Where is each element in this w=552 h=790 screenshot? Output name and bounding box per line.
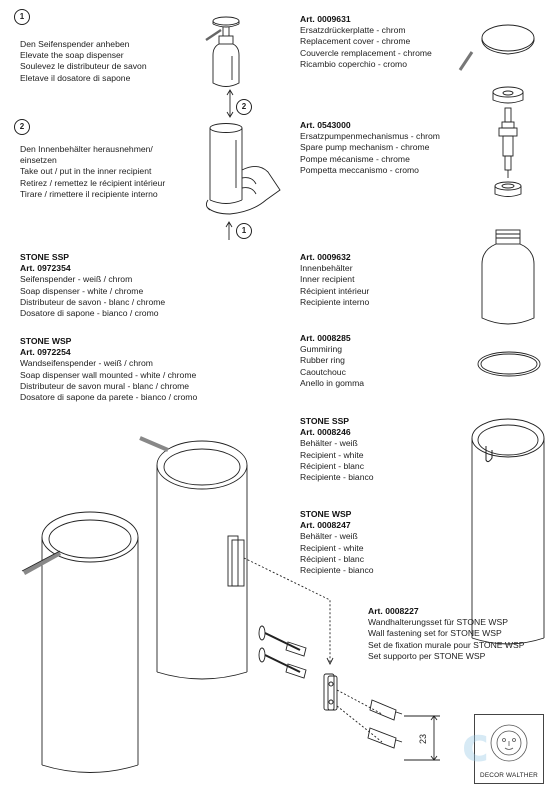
brand-name: DECOR WALTHER bbox=[480, 772, 538, 779]
dispenser-bottle-drawing bbox=[206, 17, 239, 87]
step-2-text: Den Innenbehälter herausnehmen/ einsetzen Take out / put in the inner recipient Retirez / remettez le récipient intérieur Tirare / rimettere il recipiente interno bbox=[20, 144, 166, 199]
dimension-value: 23 bbox=[418, 733, 428, 744]
step-1-text: Den Seifenspender anheben Elevate the soap dispenser Soulevez le distributeur de savon Eletave il dosatore di sapone bbox=[20, 39, 147, 83]
inner-recipient-in-hand-drawing bbox=[206, 124, 280, 215]
step-1-number: 1 bbox=[14, 9, 30, 25]
step-2-number: 2 bbox=[14, 119, 30, 135]
double-arrow bbox=[227, 90, 233, 117]
stone-wsp-title: STONE WSP bbox=[20, 336, 72, 346]
watermark-icon: c bbox=[462, 718, 490, 772]
cover-plate-drawing bbox=[460, 25, 534, 70]
stone-wsp-large-drawing bbox=[140, 438, 247, 679]
part-cover-block: Art. 0009631 Ersatzdrückerplatte - chrom Replacement cover - chrome Couvercle remplacement - chrome Ricambio coperchio - cromo bbox=[300, 14, 432, 69]
wall-set-block: Art. 0008227 Wandhalterungsset für STONE WSP Wall fastening set for STONE WSP Set de fixation murale pour STONE WSP Set supporto per STONE WSP bbox=[368, 606, 525, 661]
arrow-step-1-number: 1 bbox=[236, 223, 252, 239]
part-pump-block: Art. 0543000 Ersatzpumpenmechanismus - chrom Spare pump mechanism - chrome Pompe mécanisme - chrome Pompetta meccanismo - cromo bbox=[300, 120, 440, 175]
arrow-step-2-number: 2 bbox=[236, 99, 252, 115]
rubber-ring-drawing bbox=[478, 352, 540, 376]
container-wsp-block: STONE WSP Art. 0008247 Behälter - weiß Recipient - white Récipient - blanc Recipiente - bianco bbox=[300, 509, 374, 576]
stone-ssp-large-drawing bbox=[22, 512, 138, 773]
container-ssp-block: STONE SSP Art. 0008246 Behälter - weiß Recipient - white Récipient - blanc Recipiente - bianco bbox=[300, 416, 374, 483]
pump-mechanism-drawing bbox=[493, 87, 523, 197]
stone-wsp-block: STONE WSP Art. 0972254 Wandseifenspender - weiß / chrom Soap dispenser wall mounted - white / chrome Distributeur de savon mural - blanc / chrome Dosatore di sapone da parete - bianco / cromo bbox=[20, 336, 198, 403]
part-rubber-ring-block: Art. 0008285 Gummiring Rubber ring Caoutchouc Anello in gomma bbox=[300, 333, 365, 388]
wall-bracket-drawing bbox=[324, 674, 382, 742]
arrow-up bbox=[226, 222, 232, 240]
stone-wsp-art: Art. 0972254 bbox=[20, 347, 71, 358]
inner-bottle-drawing bbox=[482, 230, 534, 324]
stone-ssp-title: STONE SSP bbox=[20, 252, 70, 262]
part-inner-recipient-block: Art. 0009632 Innenbehälter Inner recipient Récipient intérieur Recipiente interno bbox=[300, 252, 370, 307]
stone-ssp-block: STONE SSP Art. 0972354 Seifenspender - weiß / chrom Soap dispenser - white / chrome Distributeur de savon - blanc / chrome Dosatore di sapone - bianco / cromo bbox=[20, 252, 166, 319]
stone-ssp-art: Art. 0972354 bbox=[20, 263, 71, 274]
